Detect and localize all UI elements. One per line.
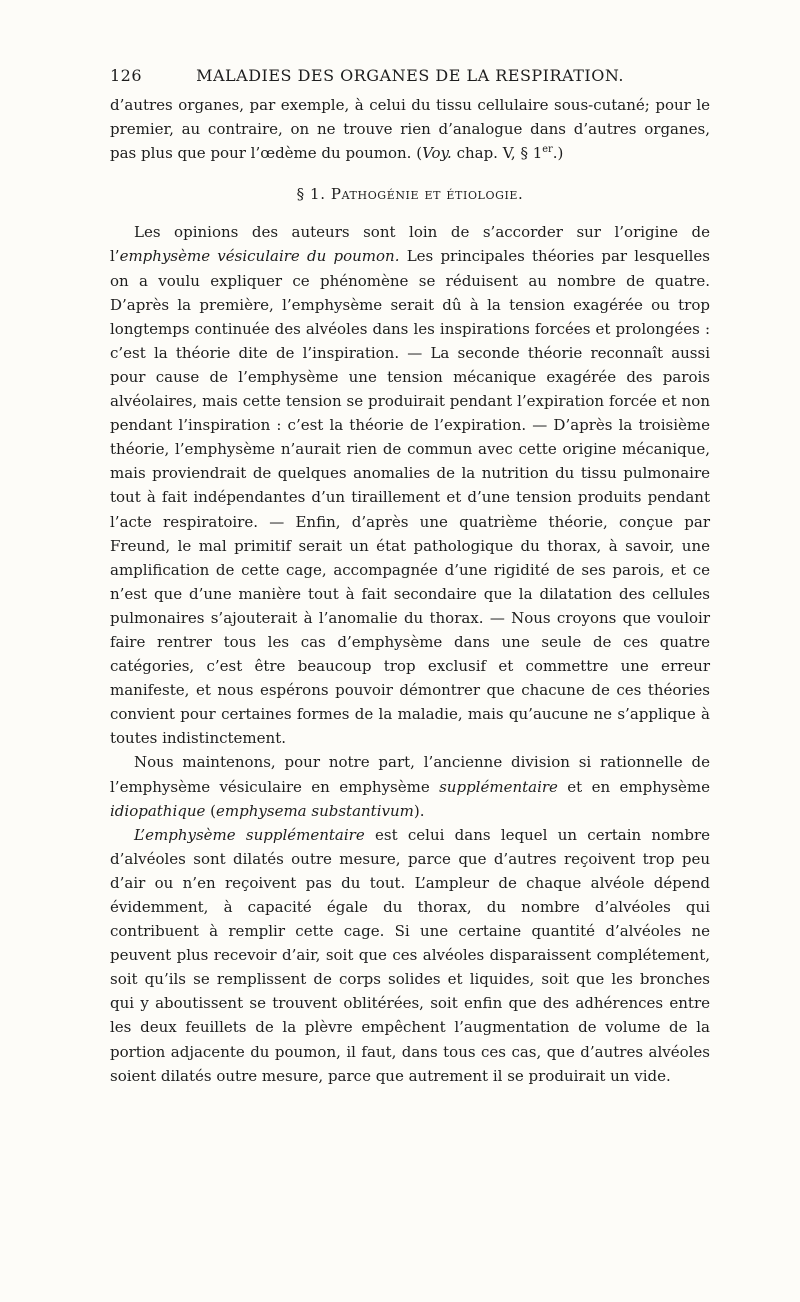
italic-run: Voy.: [422, 144, 452, 163]
text-run: ).: [413, 801, 425, 820]
italic-run: L’emphysème supplémentaire: [134, 825, 365, 844]
text-run: est celui dans lequel un certain nombre d’alvéoles sont dilatés outre mesure, parce que d’autres reçoivent trop peu d’air ou n’en reçoivent pas du tout. L’ampleur de chaque alvéole dépend évidemment, à capacité égale du thorax, du nombre d’alvéoles qui contribuent à remplir cette cage. Si une certaine quantité d’alvéoles ne peuvent plus recevoir d’air, soit que ces alvéoles disparaissent complétement, soit qu’ils se remplissent de corps solides et liquides, soit que les bronches qui y aboutissent se trouvent oblitérées, soit enfin que des adhérences entre les deux feuillets de la plèvre empêchent l’augmentation de volume de la portion adjacente du poumon, il faut, dans tous ces cas, que d’autres alvéoles soient dilatés outre mesure, parce que autrement il se produirait un vide.: [110, 825, 710, 1085]
text-run: d’autres organes, par exemple, à celui du tissu cellulaire sous-cutané; pour le premier, au contraire, on ne trouve rien d’analogue dans d’autres organes, pas plus que pour l’œdème du poumon. (: [110, 96, 710, 163]
body-text: [110, 93, 710, 1088]
text-run: (: [205, 801, 217, 820]
superscript: er: [542, 144, 553, 156]
text-run: chap. V, § 1: [451, 144, 543, 163]
text-run: Les opinions des auteurs sont loin de s’accorder sur l’origine de l’: [110, 223, 710, 266]
italic-run: idiopathique: [110, 801, 206, 820]
italic-run: supplémentaire: [439, 777, 558, 796]
text-run: Les principales théories par lesquelles on a voulu expliquer ce phénomène se réduisent au nombre de quatre. D’après la première, l’emphysème serait dû à la tension exagérée ou trop longtemps continuée des alvéoles dans les inspirations forcées et prolongées : c’est la théorie dite de l’inspiration. — La seconde théorie reconnaît aussi pour cause de l’emphysème une tension mécanique exagérée des parois alvéolaires, mais cette tension se produirait pendant l’expiration forcée et non pendant l’inspiration : c’est la théorie de l’expiration. — D’après la troisième théorie, l’emphysème n’aurait rien de commun avec cette origine mécanique, mais proviendrait de quelques anomalies de la nutrition du tissu pulmonaire tout à fait indépendantes d’un tiraillement et d’une tension produits pendant l’acte respiratoire. — Enfin, d’après une quatrième théorie, conçue par Freund, le mal primitif serait un état pathologique du thorax, à savoir, une amplification de cette cage, accompagnée d’une rigidité de ses parois, et ce n’est que d’une manière tout à fait secondaire que la dilatation des cellules pulmonaires s’ajouterait à l’anomalie du thorax. — Nous croyons que vouloir faire rentrer tous les cas d’emphysème dans une seule de ces quatre catégories, c’est être beaucoup trop exclusif et commettre une erreur manifeste, et nous espérons pouvoir démontrer que chacune de ces théories convient pour certaines formes de la maladie, mais qu’aucune ne s’applique à toutes indistinctement.: [110, 247, 710, 748]
paragraph-theories: [110, 220, 710, 750]
text-run: et en emphysème: [557, 777, 710, 796]
text-run: Nous maintenons, pour notre part, l’ancienne division si rationnelle de l’emphysème vésiculaire en emphysème: [110, 753, 710, 796]
italic-run: emphysème vésiculaire du poumon.: [119, 247, 400, 266]
page-number: 126: [110, 66, 143, 85]
running-title: MALADIES DES ORGANES DE LA RESPIRATION.: [196, 66, 624, 85]
running-header: [110, 66, 710, 90]
section-heading: § 1. Pathogénie et étiologie.: [296, 185, 524, 204]
italic-run: emphysema substantivum: [216, 801, 414, 820]
paragraph-continuation: [110, 93, 710, 165]
text-run: .): [552, 144, 564, 163]
paragraph-division: [110, 750, 710, 822]
paragraph-supplementaire: [110, 823, 710, 1088]
